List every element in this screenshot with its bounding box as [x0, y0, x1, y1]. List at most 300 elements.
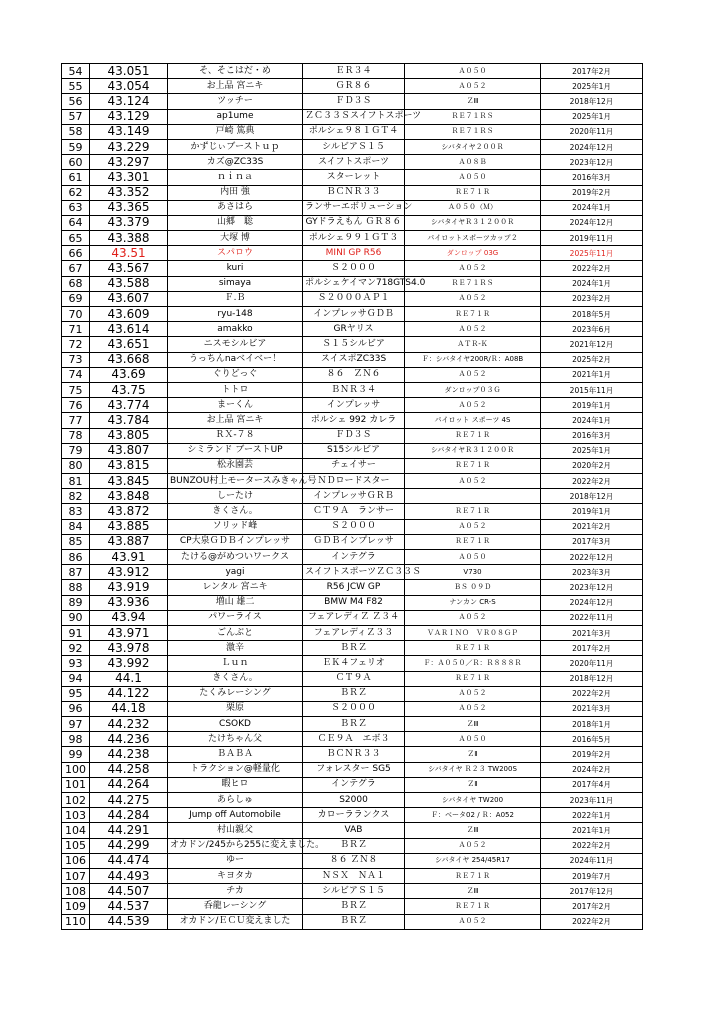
tire-name: ＺⅡ	[405, 747, 541, 762]
driver-name: ツッチー	[168, 94, 303, 109]
tire-name: ナンカン CR-S	[405, 595, 541, 610]
record-date: 2022年1月	[541, 808, 643, 823]
table-row	[62, 519, 643, 534]
driver-name: スパロウ	[168, 246, 303, 261]
rank-number: 73	[62, 352, 90, 367]
tire-name: ＲＥ７１Ｒ	[405, 641, 541, 656]
lap-time: 43.919	[90, 580, 168, 595]
record-date: 2021年2月	[541, 519, 643, 534]
rank-number: 77	[62, 413, 90, 428]
record-date: 2023年6月	[541, 322, 643, 337]
lap-time: 44.291	[90, 823, 168, 838]
rank-number: 69	[62, 291, 90, 306]
driver-name: ぐりどっぐ	[168, 367, 303, 382]
tire-name: シバタイヤ２００Ｒ	[405, 139, 541, 154]
lap-time: 44.236	[90, 732, 168, 747]
lap-time: 43.124	[90, 94, 168, 109]
table-row	[62, 808, 643, 823]
rank-number: 74	[62, 367, 90, 382]
car-model: MINI GP R56	[303, 246, 405, 261]
tire-name: Ａ０５２	[405, 610, 541, 625]
rank-number: 106	[62, 853, 90, 868]
lap-time: 43.872	[90, 504, 168, 519]
rank-number: 90	[62, 610, 90, 625]
tire-name: ＲＥ７１Ｒ	[405, 504, 541, 519]
record-date: 2017年2月	[541, 899, 643, 914]
driver-name: お上品 宮ニキ	[168, 79, 303, 94]
record-date: 2023年12月	[541, 580, 643, 595]
lap-time: 43.75	[90, 382, 168, 397]
tire-name: Ａ０５２	[405, 914, 541, 929]
driver-name: お上品 宮ニキ	[168, 413, 303, 428]
lap-time: 44.507	[90, 884, 168, 899]
car-model: ８６ ＺＮ８	[303, 853, 405, 868]
record-date: 2023年3月	[541, 565, 643, 580]
driver-name: 戸崎 篤典	[168, 124, 303, 139]
table-row	[62, 155, 643, 170]
table-row	[62, 914, 643, 929]
record-date: 2021年1月	[541, 823, 643, 838]
lap-time: 43.651	[90, 337, 168, 352]
rank-number: 62	[62, 185, 90, 200]
rank-number: 103	[62, 808, 90, 823]
record-date: 2025年11月	[541, 246, 643, 261]
driver-name: ryu-148	[168, 307, 303, 322]
car-model: カローラランクス	[303, 808, 405, 823]
tire-name: ＲＥ７１Ｒ	[405, 868, 541, 883]
record-date: 2022年11月	[541, 610, 643, 625]
table-row	[62, 565, 643, 580]
record-date: 2022年2月	[541, 686, 643, 701]
lap-time: 44.284	[90, 808, 168, 823]
lap-time: 43.815	[90, 458, 168, 473]
tire-name: ＺⅢ	[405, 717, 541, 732]
car-model: スイフトスポーツＺＣ３３Ｓ	[303, 565, 405, 580]
table-row	[62, 231, 643, 246]
tire-name: パイロットスポーツカップ２	[405, 231, 541, 246]
car-model: インプレッサＧＤＢ	[303, 307, 405, 322]
tire-name: ダンロップ０３Ｇ	[405, 382, 541, 397]
rank-number: 54	[62, 64, 90, 79]
table-row	[62, 823, 643, 838]
driver-name: 村山親父	[168, 823, 303, 838]
rank-number: 76	[62, 398, 90, 413]
car-model: ＢＲＺ	[303, 717, 405, 732]
car-model: フェアレディＺ３３	[303, 625, 405, 640]
tire-name: ダンロップ 03G	[405, 246, 541, 261]
car-model: ＧＤＢインプレッサ	[303, 534, 405, 549]
table-row	[62, 337, 643, 352]
record-date: 2019年2月	[541, 747, 643, 762]
rank-number: 65	[62, 231, 90, 246]
lap-time: 43.129	[90, 109, 168, 124]
rank-number: 57	[62, 109, 90, 124]
tire-name: ＡＴＲ-Ｋ	[405, 337, 541, 352]
rank-number: 110	[62, 914, 90, 929]
car-model: Ｓ２０００	[303, 261, 405, 276]
rank-number: 59	[62, 139, 90, 154]
driver-name: オカドン/ＥＣＵ変えました	[168, 914, 303, 929]
driver-name: ap1ume	[168, 109, 303, 124]
record-date: 2021年12月	[541, 337, 643, 352]
lap-time: 43.885	[90, 519, 168, 534]
tire-name: Ａ０５２	[405, 322, 541, 337]
driver-name: amakko	[168, 322, 303, 337]
table-row	[62, 170, 643, 185]
record-date: 2024年11月	[541, 853, 643, 868]
lap-time: 43.379	[90, 215, 168, 230]
record-date: 2017年3月	[541, 534, 643, 549]
table-row	[62, 261, 643, 276]
lap-time: 43.668	[90, 352, 168, 367]
lap-time: 44.18	[90, 701, 168, 716]
tire-name: Ａ０５２	[405, 519, 541, 534]
lap-time: 43.614	[90, 322, 168, 337]
car-model: ＥＫ４フェリオ	[303, 656, 405, 671]
car-model: GYドラえもん ＧＲ８６	[303, 215, 405, 230]
table-body	[62, 64, 643, 930]
lap-time: 44.299	[90, 838, 168, 853]
table-row	[62, 747, 643, 762]
lap-time: 43.971	[90, 625, 168, 640]
driver-name: チカ	[168, 884, 303, 899]
table-row	[62, 701, 643, 716]
tire-name: Ｆ：Ａ０５０／Ｒ：Ｒ８８８Ｒ	[405, 656, 541, 671]
driver-name: CP大泉ＧＤＢインプレッサ	[168, 534, 303, 549]
car-model: Ｓ２０００	[303, 519, 405, 534]
tire-name: Ａ０５２	[405, 291, 541, 306]
lap-time: 43.91	[90, 550, 168, 565]
car-model: ＢＲＺ	[303, 914, 405, 929]
tire-name: ＺⅡ	[405, 777, 541, 792]
car-model: ポルシェ９９１ＧＴ３	[303, 231, 405, 246]
lap-time: 43.365	[90, 200, 168, 215]
driver-name: ＢＡＢＡ	[168, 747, 303, 762]
driver-name: たくみレーシング	[168, 686, 303, 701]
rank-number: 97	[62, 717, 90, 732]
lap-time: 44.474	[90, 853, 168, 868]
table-row	[62, 94, 643, 109]
driver-name: 松永園芸	[168, 458, 303, 473]
table-row	[62, 838, 643, 853]
rank-number: 81	[62, 474, 90, 489]
car-model: ８６ ＺＮ６	[303, 367, 405, 382]
table-row	[62, 200, 643, 215]
tire-name: シバタイヤ TW200	[405, 793, 541, 808]
record-date: 2023年11月	[541, 793, 643, 808]
lap-time: 43.51	[90, 246, 168, 261]
driver-name: まーくん	[168, 398, 303, 413]
rank-number: 99	[62, 747, 90, 762]
rank-number: 101	[62, 777, 90, 792]
record-date: 2024年12月	[541, 139, 643, 154]
table-row	[62, 595, 643, 610]
driver-name: 内田 強	[168, 185, 303, 200]
tire-name: Ａ０８Ｂ	[405, 155, 541, 170]
table-row	[62, 215, 643, 230]
car-model: Ｓ１５シルビア	[303, 337, 405, 352]
lap-time: 44.275	[90, 793, 168, 808]
lap-time: 43.887	[90, 534, 168, 549]
rank-number: 92	[62, 641, 90, 656]
driver-name: きくさん。	[168, 504, 303, 519]
rank-number: 60	[62, 155, 90, 170]
driver-name: ｎｉｎａ	[168, 170, 303, 185]
table-row	[62, 625, 643, 640]
driver-name: そ、そこはだ・め	[168, 64, 303, 79]
record-date: 2024年1月	[541, 200, 643, 215]
rank-number: 98	[62, 732, 90, 747]
lap-time: 44.122	[90, 686, 168, 701]
record-date: 2019年2月	[541, 185, 643, 200]
table-row	[62, 246, 643, 261]
car-model: シルビアＳ１５	[303, 139, 405, 154]
record-date: 2024年12月	[541, 215, 643, 230]
tire-name: Ｆ：ベータ02 / Ｒ：A052	[405, 808, 541, 823]
rank-number: 78	[62, 428, 90, 443]
rank-number: 70	[62, 307, 90, 322]
record-date: 2018年12月	[541, 94, 643, 109]
lap-time: 43.301	[90, 170, 168, 185]
table-row	[62, 504, 643, 519]
lap-time: 43.978	[90, 641, 168, 656]
rank-number: 96	[62, 701, 90, 716]
driver-name: たける@がめついワークス	[168, 550, 303, 565]
car-model: スイフトスポーツ	[303, 155, 405, 170]
tire-name: Ａ０５２	[405, 474, 541, 489]
car-model: ＣＥ９Ａ エボ３	[303, 732, 405, 747]
record-date: 2016年3月	[541, 170, 643, 185]
table-row	[62, 656, 643, 671]
tire-name: ＲＥ７１Ｒ	[405, 307, 541, 322]
tire-name: シバタイヤＲ３１２００Ｒ	[405, 443, 541, 458]
tire-name: Ｆ：シバタイヤ200R/Ｒ：A08B	[405, 352, 541, 367]
tire-name: ＺⅢ	[405, 884, 541, 899]
tire-name: ＲＥ７１ＲＳ	[405, 109, 541, 124]
table-row	[62, 398, 643, 413]
rank-number: 75	[62, 382, 90, 397]
car-model: ＥＲ３４	[303, 64, 405, 79]
car-model: ＢＲＺ	[303, 641, 405, 656]
car-model: VAB	[303, 823, 405, 838]
driver-name: Ｌｕｎ	[168, 656, 303, 671]
driver-name: うっちんnaベイベー！	[168, 352, 303, 367]
table-row	[62, 458, 643, 473]
table-row	[62, 580, 643, 595]
tire-name: シバタイヤ Ｒ２３ TW200S	[405, 762, 541, 777]
car-model: R56 JCW GP	[303, 580, 405, 595]
lap-time: 43.297	[90, 155, 168, 170]
driver-name: 暇ヒロ	[168, 777, 303, 792]
rank-number: 85	[62, 534, 90, 549]
car-model: チェイサー	[303, 458, 405, 473]
record-date: 2022年2月	[541, 838, 643, 853]
table-row	[62, 124, 643, 139]
tire-name: ＺⅢ	[405, 94, 541, 109]
lap-time: 43.807	[90, 443, 168, 458]
driver-name: ソリッド峰	[168, 519, 303, 534]
rank-number: 91	[62, 625, 90, 640]
lap-time: 44.537	[90, 899, 168, 914]
driver-name: あさはら	[168, 200, 303, 215]
record-date: 2017年2月	[541, 64, 643, 79]
table-row	[62, 686, 643, 701]
rank-number: 79	[62, 443, 90, 458]
lap-time: 43.609	[90, 307, 168, 322]
table-row	[62, 777, 643, 792]
tire-name: ＲＥ７１Ｒ	[405, 671, 541, 686]
record-date: 2025年2月	[541, 352, 643, 367]
driver-name: simaya	[168, 276, 303, 291]
tire-name: Ａ０５０	[405, 550, 541, 565]
record-date: 2019年7月	[541, 868, 643, 883]
car-model: インプレッサＧＲＢ	[303, 489, 405, 504]
tire-name: Ａ０５０	[405, 732, 541, 747]
tire-name: シバタイヤ 254/45R17	[405, 853, 541, 868]
record-date: 2022年2月	[541, 914, 643, 929]
record-date: 2019年11月	[541, 231, 643, 246]
rank-number: 86	[62, 550, 90, 565]
table-row	[62, 853, 643, 868]
rank-number: 94	[62, 671, 90, 686]
record-date: 2023年12月	[541, 155, 643, 170]
rank-number: 109	[62, 899, 90, 914]
rank-number: 63	[62, 200, 90, 215]
table-row	[62, 443, 643, 458]
car-model: スターレット	[303, 170, 405, 185]
driver-name: カズ@ZC33S	[168, 155, 303, 170]
table-row	[62, 79, 643, 94]
table-row	[62, 276, 643, 291]
rank-number: 72	[62, 337, 90, 352]
rank-number: 102	[62, 793, 90, 808]
driver-name: あらしゅ	[168, 793, 303, 808]
table-row	[62, 671, 643, 686]
tire-name: V730	[405, 565, 541, 580]
table-row	[62, 793, 643, 808]
record-date: 2024年1月	[541, 276, 643, 291]
lap-time: 43.229	[90, 139, 168, 154]
driver-name: 山郷 聡	[168, 215, 303, 230]
rank-number: 108	[62, 884, 90, 899]
car-model: ＣＴ９Ａ	[303, 671, 405, 686]
record-date: 2018年1月	[541, 717, 643, 732]
lap-time: 44.264	[90, 777, 168, 792]
car-model: GRヤリス	[303, 322, 405, 337]
record-date: 2025年1月	[541, 443, 643, 458]
driver-name: 激辛	[168, 641, 303, 656]
car-model: シルビアＳ１５	[303, 884, 405, 899]
rank-number: 88	[62, 580, 90, 595]
car-model: S15シルビア	[303, 443, 405, 458]
tire-name: ＲＥ７１ＲＳ	[405, 124, 541, 139]
table-row	[62, 732, 643, 747]
lap-time: 43.936	[90, 595, 168, 610]
record-date: 2021年3月	[541, 625, 643, 640]
car-model: ＢＣＮＲ３３	[303, 185, 405, 200]
car-model: ＮＳＸ ＮＡ１	[303, 868, 405, 883]
driver-name: ＲＸ-７８	[168, 428, 303, 443]
car-model: BMW M4 F82	[303, 595, 405, 610]
car-model: インテグラ	[303, 777, 405, 792]
record-date: 2021年3月	[541, 701, 643, 716]
car-model: ＦＤ３Ｓ	[303, 94, 405, 109]
record-date: 2016年3月	[541, 428, 643, 443]
tire-name: Ａ０５２	[405, 686, 541, 701]
lap-time: 43.69	[90, 367, 168, 382]
record-date: 2017年12月	[541, 884, 643, 899]
tire-name: パイロット スポーツ 4S	[405, 413, 541, 428]
driver-name: トラクション@軽量化	[168, 762, 303, 777]
table-row	[62, 717, 643, 732]
tire-name: ＺⅢ	[405, 823, 541, 838]
lap-time: 43.352	[90, 185, 168, 200]
table-row	[62, 367, 643, 382]
rank-number: 55	[62, 79, 90, 94]
rank-number: 64	[62, 215, 90, 230]
tire-name: Ａ０５０	[405, 170, 541, 185]
lap-time: 44.238	[90, 747, 168, 762]
table-row	[62, 64, 643, 79]
rank-number: 71	[62, 322, 90, 337]
table-row	[62, 641, 643, 656]
tire-name	[405, 489, 541, 504]
car-model: インプレッサ	[303, 398, 405, 413]
table-row	[62, 352, 643, 367]
rank-number: 105	[62, 838, 90, 853]
table-row	[62, 291, 643, 306]
lap-time: 44.1	[90, 671, 168, 686]
rank-number: 68	[62, 276, 90, 291]
driver-name: トトロ	[168, 382, 303, 397]
lap-time: 43.607	[90, 291, 168, 306]
tire-name: ＲＥ７１Ｒ	[405, 534, 541, 549]
record-date: 2022年2月	[541, 261, 643, 276]
record-date: 2018年12月	[541, 671, 643, 686]
car-model: Ｓ２０００ＡＰ１	[303, 291, 405, 306]
car-model: ポルシェケイマン718GTS4.0	[303, 276, 405, 291]
driver-name: Ｆ.Ｂ	[168, 291, 303, 306]
table-row	[62, 610, 643, 625]
record-date: 2022年2月	[541, 474, 643, 489]
table-row	[62, 474, 643, 489]
tire-name: ＲＥ７１ＲＳ	[405, 276, 541, 291]
car-model: ランサーエボリューション	[303, 200, 405, 215]
tire-name: ＲＥ７１Ｒ	[405, 458, 541, 473]
record-date: 2025年1月	[541, 109, 643, 124]
rank-number: 66	[62, 246, 90, 261]
record-date: 2020年11月	[541, 124, 643, 139]
rank-number: 67	[62, 261, 90, 276]
car-model: ＧＲ８６	[303, 79, 405, 94]
rank-number: 56	[62, 94, 90, 109]
lap-time: 43.051	[90, 64, 168, 79]
tire-name: ＲＥ７１Ｒ	[405, 899, 541, 914]
table-row	[62, 382, 643, 397]
lap-time: 44.493	[90, 868, 168, 883]
driver-name: しーたけ	[168, 489, 303, 504]
table-row	[62, 139, 643, 154]
driver-name: パワーライス	[168, 610, 303, 625]
driver-name: kuri	[168, 261, 303, 276]
record-date: 2017年4月	[541, 777, 643, 792]
tire-name: Ａ０５２	[405, 367, 541, 382]
lap-time: 43.848	[90, 489, 168, 504]
driver-name: Jump off Automobile	[168, 808, 303, 823]
driver-name: BUNZOU村上モータースみきゃん号	[168, 474, 303, 489]
car-model: フェアレディＺ Ｚ３４	[303, 610, 405, 625]
tire-name: ＢＳ ０９Ｄ	[405, 580, 541, 595]
